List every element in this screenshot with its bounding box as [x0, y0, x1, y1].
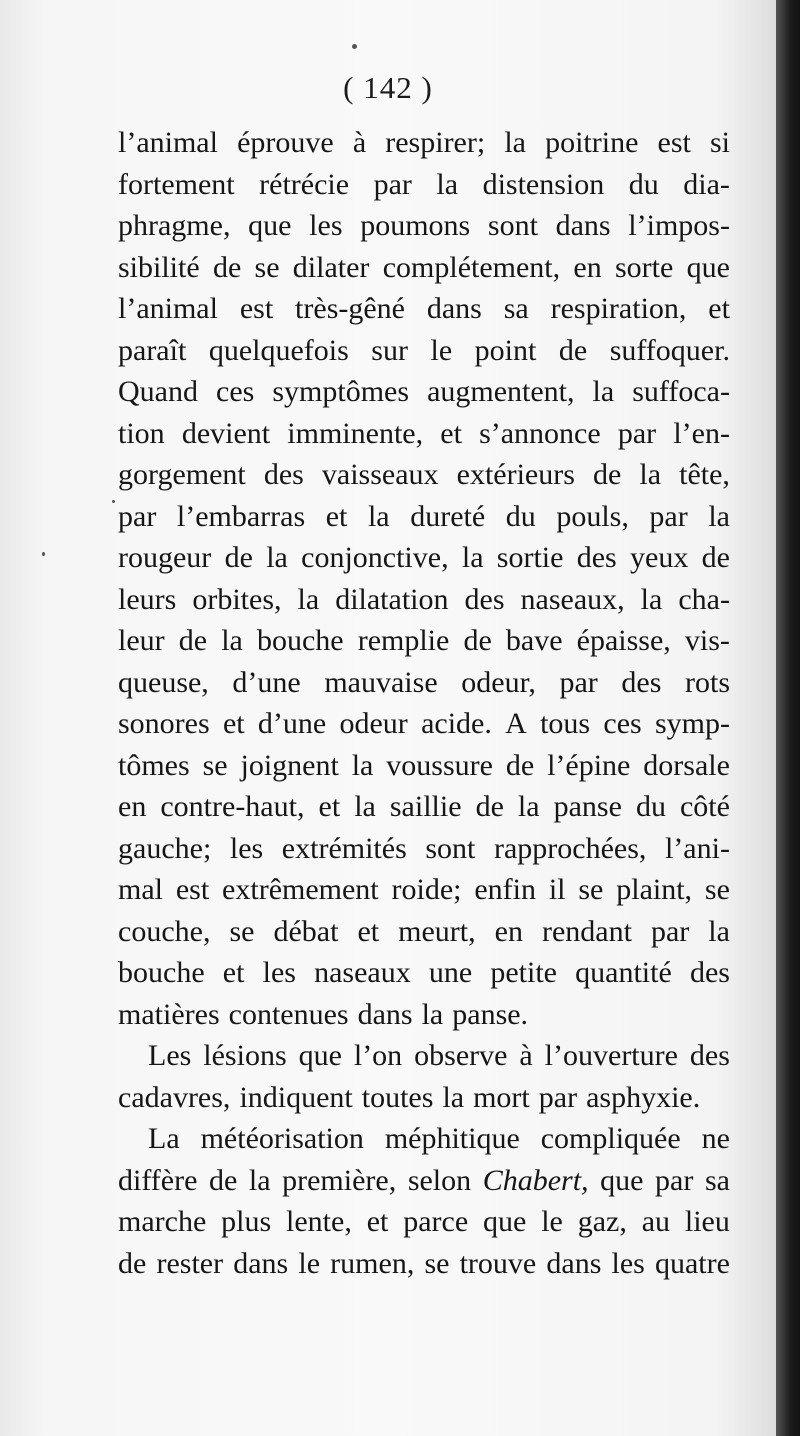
- word: par: [649, 499, 688, 533]
- word: tion: [118, 416, 165, 450]
- word: la: [708, 914, 730, 948]
- word: cha-: [678, 582, 730, 616]
- word: la: [442, 1080, 465, 1114]
- word: bouche: [256, 624, 344, 657]
- word: est: [657, 126, 691, 159]
- word: à: [519, 1039, 533, 1072]
- word: quelquefois: [208, 333, 349, 367]
- word: contenues: [228, 997, 349, 1031]
- word: et: [357, 914, 380, 948]
- word: poitrine: [545, 126, 639, 159]
- word: distension: [482, 167, 605, 201]
- word: la: [436, 167, 459, 201]
- paper-speck: [352, 44, 357, 49]
- word: odeur,: [461, 665, 536, 699]
- word: le: [298, 1246, 321, 1280]
- word: lieu: [684, 1205, 730, 1238]
- word: la: [421, 997, 444, 1031]
- word: sur: [371, 333, 408, 367]
- word: Les: [148, 1039, 192, 1072]
- word: remplie: [357, 624, 450, 657]
- word: de: [463, 624, 492, 657]
- word: l’épine: [547, 748, 631, 782]
- word: point: [474, 333, 537, 367]
- word: extrémités: [281, 831, 407, 865]
- word: symp-: [654, 707, 730, 740]
- word: les: [309, 209, 343, 242]
- text-line: [118, 1118, 730, 1160]
- word: éprouve: [237, 126, 334, 159]
- text-line: [118, 122, 730, 164]
- word: saillie: [389, 790, 462, 823]
- word: queuse,: [118, 665, 209, 699]
- text-line: [118, 952, 730, 994]
- word: de: [475, 790, 504, 823]
- word: quatre: [654, 1246, 730, 1280]
- word: sont: [425, 831, 476, 865]
- word: la: [351, 748, 374, 782]
- word: gorgement: [118, 458, 246, 491]
- word: l’embarras: [176, 499, 306, 533]
- word: de: [118, 1246, 147, 1280]
- text-line: [118, 288, 730, 330]
- word: parce: [403, 1205, 469, 1238]
- word: mauvaise: [324, 665, 438, 699]
- word: extrêmement: [222, 873, 379, 906]
- word: sortie: [496, 541, 564, 574]
- word: du: [505, 499, 536, 533]
- word: de: [701, 541, 730, 574]
- word: la: [504, 126, 526, 159]
- text-line: [118, 454, 730, 496]
- word: yeux: [630, 541, 689, 574]
- word: trouve: [459, 1246, 537, 1280]
- word: dans: [233, 1246, 289, 1280]
- word: au: [641, 1205, 671, 1238]
- word: épaisse,: [576, 624, 671, 657]
- word: les: [262, 956, 296, 989]
- word: rendant: [541, 914, 632, 948]
- word: tous: [540, 707, 591, 740]
- word: vis-: [684, 624, 730, 657]
- word: symptômes: [272, 375, 410, 408]
- word: se: [424, 1246, 450, 1280]
- word: ces: [603, 707, 642, 740]
- word: le: [541, 1205, 563, 1238]
- word: couche,: [118, 914, 211, 948]
- word: la: [639, 458, 662, 491]
- text-line: [118, 1035, 730, 1077]
- word: et: [708, 292, 730, 325]
- word: conjonctive,: [301, 541, 449, 574]
- text-line: [118, 786, 730, 828]
- word: dia-: [683, 167, 730, 201]
- word: toutes: [361, 1080, 434, 1114]
- word: A: [505, 707, 527, 740]
- text-line: [118, 413, 730, 455]
- word: fortement: [118, 167, 235, 201]
- word: mort: [473, 1080, 530, 1114]
- text-line: [118, 828, 730, 870]
- word: respiration,: [550, 292, 687, 325]
- word: s’annonce: [479, 416, 601, 450]
- word: l’animal: [118, 126, 218, 159]
- word: la: [266, 541, 288, 574]
- word: paraît: [118, 333, 187, 367]
- word: rougeur: [118, 541, 212, 574]
- word: mal: [118, 873, 163, 906]
- word: suffoca-: [632, 375, 730, 408]
- word: première,: [282, 1163, 397, 1197]
- word: des: [263, 458, 304, 491]
- word: rapprochées,: [493, 831, 647, 865]
- word: d’une: [232, 665, 301, 699]
- word: marche: [118, 1205, 207, 1238]
- word: il: [548, 873, 566, 906]
- word: les: [611, 1246, 645, 1280]
- text-line: [118, 371, 730, 413]
- word: dorsale: [643, 748, 730, 782]
- word: bouche: [118, 956, 205, 989]
- word: suffoquer.: [609, 333, 730, 367]
- word: dureté: [410, 499, 486, 533]
- word: se: [229, 914, 255, 948]
- word: et: [222, 707, 245, 740]
- word: de: [558, 333, 588, 367]
- word: du: [635, 790, 666, 823]
- word: asphyxie.: [586, 1080, 701, 1114]
- word: rumen,: [330, 1246, 415, 1280]
- word: plaint,: [616, 873, 693, 906]
- text-line: [118, 620, 730, 662]
- word: et: [366, 1205, 389, 1238]
- word: par: [655, 1163, 694, 1197]
- word: ces: [216, 375, 255, 408]
- word: tête,: [679, 458, 730, 491]
- word: de: [208, 1163, 238, 1197]
- word: en: [118, 790, 147, 823]
- word: par: [650, 914, 690, 948]
- word: et: [318, 790, 341, 823]
- word: des: [689, 1039, 730, 1072]
- word: de: [224, 541, 253, 574]
- word: lésions: [203, 1039, 287, 1072]
- word: des: [621, 665, 662, 699]
- word: de: [505, 748, 535, 782]
- word: sa: [503, 292, 529, 325]
- text-line: [118, 537, 730, 579]
- word: voussure: [386, 748, 493, 782]
- paper-speck: [112, 500, 115, 503]
- word: les: [229, 831, 264, 865]
- word: à: [352, 126, 367, 159]
- word: lente,: [286, 1205, 352, 1238]
- word: la: [297, 582, 320, 616]
- word: vaisseaux: [321, 458, 439, 491]
- word: complétement,: [382, 250, 561, 284]
- text-line: [118, 330, 730, 372]
- text-line: [118, 745, 730, 787]
- word: Quand: [118, 375, 198, 408]
- text-line: [118, 164, 730, 206]
- word: et: [440, 416, 462, 450]
- word: la: [708, 499, 730, 533]
- word: odeur: [339, 707, 408, 740]
- word: la: [354, 790, 376, 823]
- word: en: [494, 914, 523, 948]
- word: roide;: [391, 873, 462, 906]
- word: extérieurs: [456, 458, 575, 491]
- word: se: [704, 873, 730, 906]
- word: que: [686, 250, 730, 284]
- word: très-gêné: [295, 292, 405, 325]
- text-line: [118, 911, 730, 953]
- word: Chabert,: [482, 1163, 589, 1197]
- text-line: [118, 496, 730, 538]
- word: côté: [679, 790, 730, 823]
- word: panse: [553, 790, 622, 823]
- word: cadavres,: [118, 1080, 231, 1114]
- text-line: [118, 703, 730, 745]
- word: météorisation: [200, 1122, 364, 1155]
- word: ne: [701, 1122, 730, 1155]
- word: l’on: [353, 1039, 403, 1072]
- word: est: [175, 873, 210, 906]
- word: du: [628, 167, 659, 201]
- word: imminente,: [287, 416, 424, 450]
- text-line: [118, 1201, 730, 1243]
- page-edge-shadow: [776, 0, 800, 1436]
- word: débat: [273, 914, 339, 948]
- word: sibilité: [118, 250, 200, 284]
- word: la: [248, 1163, 271, 1197]
- word: est: [239, 292, 274, 325]
- word: rester: [156, 1246, 224, 1280]
- word: des: [464, 582, 505, 616]
- word: par: [373, 167, 412, 201]
- word: sa: [704, 1163, 730, 1197]
- word: dilater: [292, 250, 370, 284]
- word: une: [428, 956, 473, 989]
- word: tômes: [118, 748, 190, 782]
- word: la: [461, 541, 484, 574]
- text-line: [118, 1077, 730, 1119]
- word: dans: [555, 209, 611, 242]
- word: se: [202, 748, 228, 782]
- word: dilatation: [335, 582, 449, 616]
- word: matières: [118, 997, 220, 1031]
- word: le: [430, 333, 453, 367]
- word: acide.: [421, 707, 492, 740]
- word: l’impos-: [628, 209, 730, 242]
- word: gaz,: [577, 1205, 627, 1238]
- word: panse.: [452, 997, 529, 1031]
- word: sorte: [615, 250, 674, 284]
- word: et: [325, 499, 348, 533]
- word: la: [640, 582, 663, 616]
- word: naseaux,: [520, 582, 625, 616]
- word: la: [517, 790, 540, 823]
- word: la: [221, 624, 243, 657]
- word: de: [592, 458, 622, 491]
- text-line: [118, 1243, 730, 1285]
- word: pouls,: [556, 499, 629, 533]
- paper-speck: [42, 552, 45, 556]
- text-line: [118, 662, 730, 704]
- word: rétrécie: [259, 167, 350, 201]
- word: en: [573, 250, 602, 284]
- word: et: [222, 956, 245, 989]
- word: des: [689, 956, 730, 989]
- word: sonores: [118, 707, 210, 740]
- word: dans: [546, 1246, 602, 1280]
- text-line: [118, 869, 730, 911]
- word: poumons: [360, 209, 471, 242]
- word: joignent: [240, 748, 339, 782]
- word: par: [617, 416, 657, 450]
- word: que: [248, 209, 292, 242]
- word: par: [538, 1080, 578, 1114]
- text-line: [118, 247, 730, 289]
- word: naseaux: [314, 956, 411, 989]
- body-text: [118, 122, 730, 1284]
- text-line: [118, 1160, 730, 1202]
- word: leurs: [118, 582, 177, 616]
- word: dans: [426, 292, 482, 325]
- page-number: ( 142 ): [343, 70, 433, 105]
- word: devient: [181, 416, 271, 450]
- word: se: [254, 250, 280, 284]
- word: plus: [221, 1205, 272, 1238]
- word: meurt,: [398, 914, 476, 948]
- word: contre-haut,: [160, 790, 305, 823]
- word: l’ani-: [664, 831, 730, 865]
- word: la: [367, 499, 390, 533]
- word: selon: [407, 1163, 472, 1197]
- word: par: [118, 499, 157, 533]
- text-line: [118, 994, 730, 1036]
- word: bave: [505, 624, 563, 657]
- word: la: [592, 375, 615, 408]
- word: des: [576, 541, 617, 574]
- word: rots: [685, 665, 730, 699]
- word: de: [212, 250, 242, 284]
- word: que: [483, 1205, 527, 1238]
- word: observe: [414, 1039, 508, 1072]
- word: petite: [490, 956, 557, 989]
- word: orbites,: [192, 582, 282, 616]
- word: dans: [357, 997, 413, 1031]
- word: indiquent: [239, 1080, 353, 1114]
- word: gauche;: [118, 831, 212, 865]
- word: diffère: [118, 1163, 198, 1197]
- word: augmentent,: [427, 375, 575, 408]
- word: que: [298, 1039, 342, 1072]
- word: méphitique: [384, 1122, 520, 1155]
- word: quantité: [575, 956, 672, 989]
- word: leur: [118, 624, 165, 657]
- word: si: [709, 126, 730, 159]
- word: phragme,: [118, 209, 231, 242]
- word: enfin: [474, 873, 536, 906]
- word: sont: [487, 209, 538, 242]
- word: respirer;: [385, 126, 486, 159]
- word: d’une: [257, 707, 327, 740]
- text-line: [118, 205, 730, 247]
- word: par: [559, 665, 598, 699]
- word: La: [148, 1122, 180, 1155]
- word: se: [578, 873, 604, 906]
- word: compliquée: [540, 1122, 681, 1155]
- word: de: [178, 624, 208, 657]
- word: l’ouverture: [544, 1039, 678, 1072]
- text-line: [118, 579, 730, 621]
- word: l’animal: [118, 292, 218, 325]
- word: l’en-: [673, 416, 730, 450]
- word: que: [600, 1163, 644, 1197]
